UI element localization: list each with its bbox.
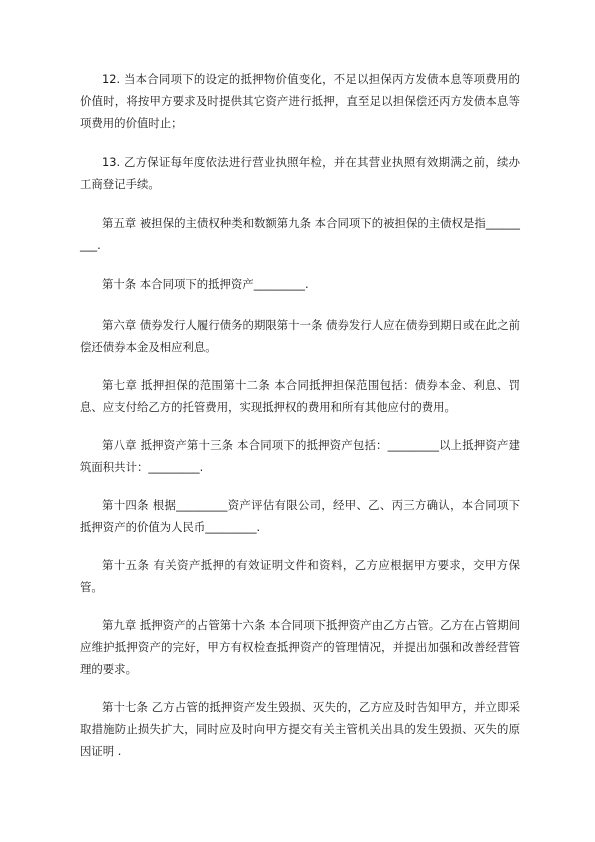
chapter-9-article-16: 第九章 抵押资产的占管第十六条 本合同项下抵押资产由乙方占管。乙方在占管期间应维护抵押资产的完好，甲方有权检查抵押资产的管理情况，并提出加强和改善经营管理的要求。 bbox=[80, 618, 520, 676]
article-10: 第十条 本合同项下的抵押资产_________. bbox=[102, 277, 309, 291]
clause-12: 12. 当本合同项下的设定的抵押物价值变化，不足以担保丙方发债本息等项费用的价值时，将按甲方要求及时提供其它资产进行抵押，直至足以担保偿还丙方发债本息等项费用的价值时止； bbox=[80, 72, 520, 130]
chapter-7-article-12: 第七章 抵押担保的范围第十二条 本合同抵押担保范围包括：债券本金、利息、罚息、应支付给乙方的托管费用，实现抵押权的费用和所有其他应付的费用。 bbox=[80, 378, 520, 414]
article-17: 第十七条 乙方占管的抵押资产发生毁损、灭失的，乙方应及时告知甲方，并立即采取措施防止损失扩大，同时应及时向甲方提交有关主管机关出具的发生毁损、灭失的原因证明 . bbox=[80, 700, 520, 758]
article-15: 第十五条 有关资产抵押的有效证明文件和资料，乙方应根据甲方要求，交甲方保管。 bbox=[80, 558, 520, 594]
clause-13: 13. 乙方保证每年度依法进行营业执照年检，并在其营业执照有效期满之前，续办工商登记手续。 bbox=[80, 155, 520, 191]
article-14: 第十四条 根据_________资产评估有限公司，经甲、乙、丙三方确认，本合同项下抵押资产的价值为人民币_________. bbox=[80, 498, 520, 534]
chapter-5-article-9: 第五章 被担保的主债权种类和数额第九条 本合同项下的被担保的主债权是指_________. bbox=[80, 216, 520, 252]
chapter-8-article-13: 第八章 抵押资产第十三条 本合同项下的抵押资产包括：_________以上抵押资产建筑面积共计：_________. bbox=[80, 438, 520, 474]
chapter-6-article-11: 第六章 债券发行人履行债务的期限第十一条 债券发行人应在债券到期日或在此之前偿还债券本金及相应利息。 bbox=[80, 318, 520, 354]
